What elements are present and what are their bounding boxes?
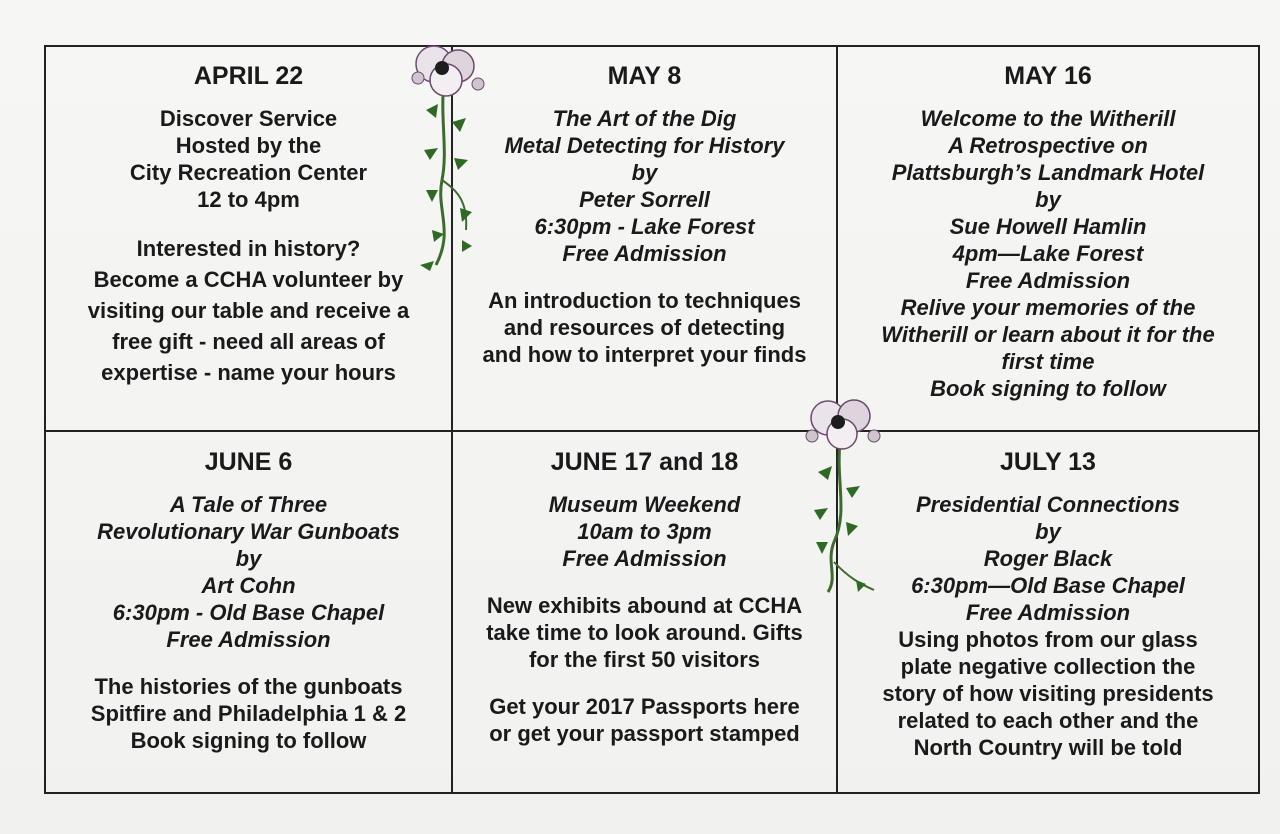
event-line: A Retrospective on	[948, 133, 1148, 158]
event-desc-line: story of how visiting presidents	[882, 681, 1214, 706]
event-line: Discover Service	[159, 106, 338, 131]
event-desc-line: related to each other and the	[897, 708, 1199, 733]
event-date: MAY 8	[607, 62, 682, 90]
flower-vine-icon	[396, 40, 496, 275]
event-date: JULY 13	[1000, 448, 1096, 476]
event-grid	[44, 45, 1260, 794]
event-line: Sue Howell Hamlin	[949, 214, 1147, 239]
event-line: Free Admission	[965, 268, 1131, 293]
event-may-16	[838, 61, 1258, 402]
event-desc-line: take time to look around. Gifts	[486, 620, 803, 645]
event-july-13	[838, 447, 1258, 761]
event-desc-line: visiting our table and receive a	[87, 298, 410, 323]
event-date: JUNE 17 and 18	[550, 448, 739, 476]
event-line: by	[1035, 187, 1061, 212]
event-line: Free Admission	[965, 600, 1131, 625]
event-line: Witherill or learn about it for the	[881, 322, 1215, 347]
grid-divider-horizontal	[46, 430, 1258, 432]
event-line: 6:30pm - Lake Forest	[534, 214, 755, 239]
event-line: first time	[1001, 349, 1095, 374]
event-line: 12 to 4pm	[197, 187, 300, 212]
event-desc-line: free gift - need all areas of	[112, 329, 385, 354]
event-line: Book signing to follow	[930, 376, 1166, 401]
event-line: by	[1035, 519, 1061, 544]
event-line: 10am to 3pm	[577, 519, 712, 544]
event-date: JUNE 6	[204, 448, 293, 476]
event-line: Free Admission	[562, 546, 727, 571]
event-line: 6:30pm - Old Base Chapel	[112, 600, 385, 625]
event-desc-line: or get your passport stamped	[489, 721, 800, 746]
event-line: by	[235, 546, 262, 571]
event-june-17-18	[453, 447, 836, 747]
event-desc-line: for the first 50 visitors	[528, 647, 761, 672]
event-line: Revolutionary War Gunboats	[97, 519, 400, 544]
event-desc-line: Book signing to follow	[130, 728, 367, 753]
event-desc-line: and resources of detecting	[503, 315, 786, 340]
event-line: 4pm—Lake Forest	[952, 241, 1144, 266]
event-line: Roger Black	[983, 546, 1113, 571]
event-desc-line: The histories of the gunboats	[94, 674, 403, 699]
event-desc-line: North Country will be told	[913, 735, 1183, 760]
event-desc-line: plate negative collection the	[900, 654, 1196, 679]
event-desc-line: expertise - name your hours	[101, 360, 396, 385]
event-date: MAY 16	[1004, 62, 1092, 90]
event-line: by	[631, 160, 658, 185]
event-line: The Art of the Dig	[552, 106, 737, 131]
event-line: Free Admission	[562, 241, 727, 266]
event-desc-line: Become a CCHA volunteer by	[93, 267, 404, 292]
event-desc-line: Get your 2017 Passports here	[489, 694, 800, 719]
event-desc-line: Spitfire and Philadelphia 1 & 2	[90, 701, 407, 726]
event-line: Welcome to the Witherill	[920, 106, 1176, 131]
event-line: Metal Detecting for History	[504, 133, 785, 158]
event-desc-line: An introduction to techniques	[488, 288, 801, 313]
event-desc-line: Using photos from our glass	[898, 627, 1198, 652]
event-line: Relive your memories of the	[900, 295, 1196, 320]
flower-vine-icon	[798, 392, 890, 602]
event-desc-line: and how to interpret your finds	[482, 342, 807, 367]
event-june-6	[46, 447, 451, 754]
event-desc-line: New exhibits abound at CCHA	[486, 593, 803, 618]
event-may-8	[453, 61, 836, 368]
event-line: Hosted by the	[175, 133, 322, 158]
event-line: Peter Sorrell	[579, 187, 710, 212]
event-line: 6:30pm—Old Base Chapel	[911, 573, 1185, 598]
event-line: City Recreation Center	[129, 160, 368, 185]
event-april-22	[46, 61, 451, 388]
event-line: A Tale of Three	[169, 492, 328, 517]
event-line: Art Cohn	[201, 573, 296, 598]
event-desc-line: Interested in history?	[136, 236, 361, 261]
event-line: Museum Weekend	[548, 492, 741, 517]
event-line: Plattsburgh’s Landmark Hotel	[891, 160, 1205, 185]
event-line: Free Admission	[166, 627, 331, 652]
event-line: Presidential Connections	[915, 492, 1181, 517]
event-date: APRIL 22	[193, 62, 304, 90]
